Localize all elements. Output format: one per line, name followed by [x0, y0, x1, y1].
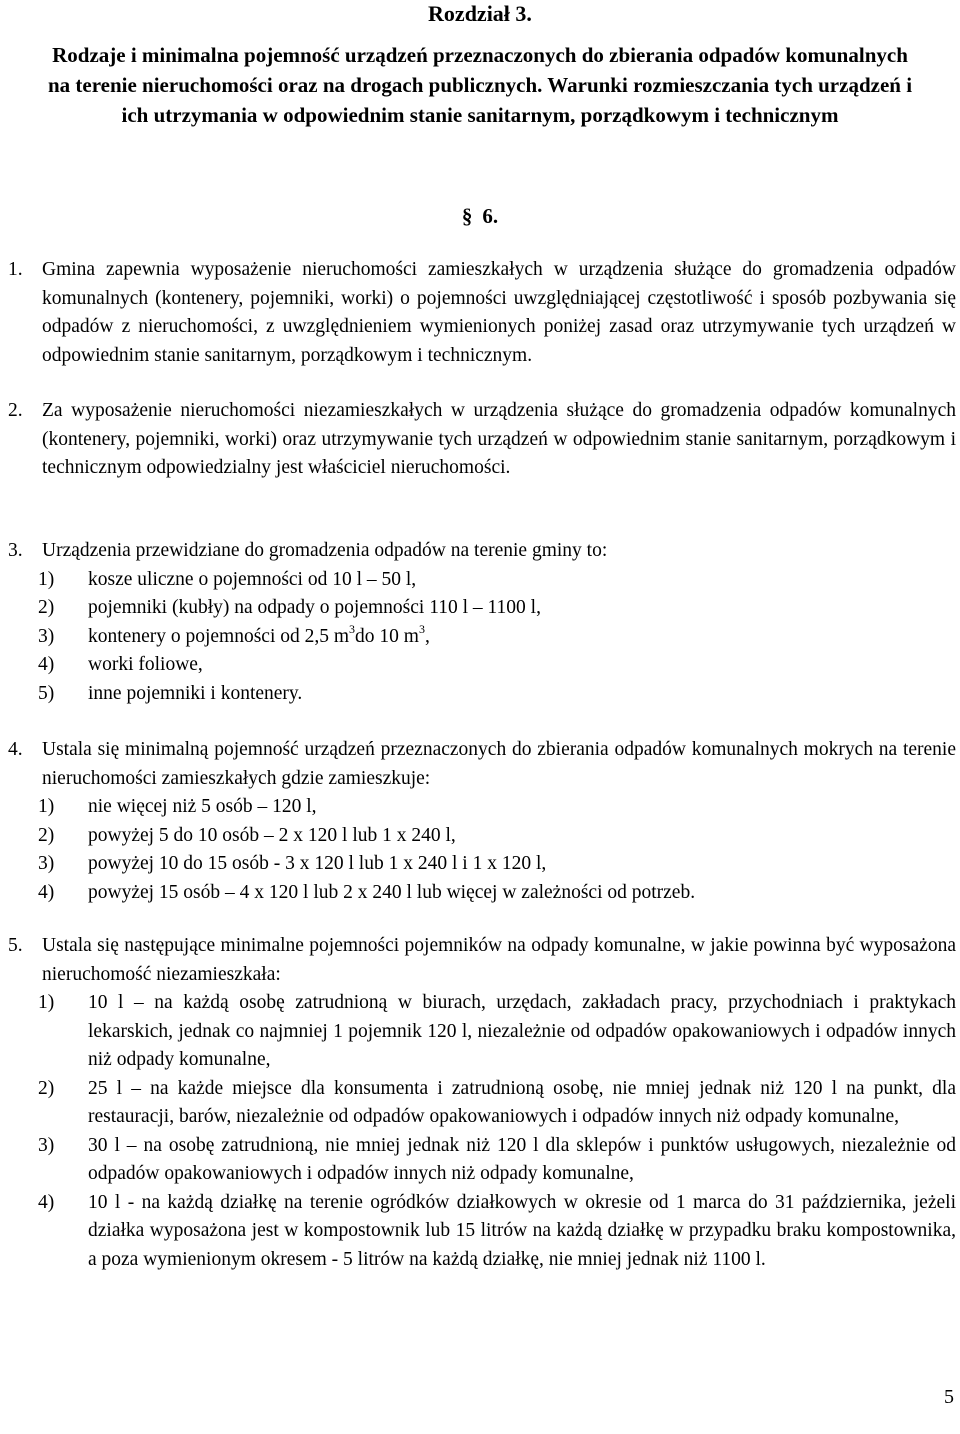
sub-item: [8, 850, 956, 879]
paragraph-marker: [0, 202, 960, 230]
item-text: Ustala się minimalną pojemność urządzeń przeznaczonych do zbierania odpadów komunalnych mokrych na terenie nieruchomości zamieszkałych gdzie zamieszkuje:: [42, 739, 956, 789]
page-number: 5: [944, 1386, 954, 1408]
sub-item: [8, 1189, 956, 1275]
sub-item: [8, 989, 956, 1075]
sub-item-number: 3): [38, 625, 55, 647]
sub-item-number: 1): [38, 796, 55, 817]
list-item-2: [8, 397, 956, 483]
sub-item: [8, 651, 956, 680]
sub-item-number: 4): [38, 881, 55, 903]
list-item-4: [8, 736, 956, 907]
item-number: 2.: [8, 400, 23, 421]
item-number: 3.: [8, 540, 23, 561]
sub-item-text: 10 l – na każdą osobę zatrudnioną w biurach, urzędach, zakładach pracy, przychodniach i praktykach lekarskich, jednak co najmniej 1 pojemnik 120 l, niezależnie od odpadów opakowaniowych i odpadów innych niż odpady komunalne,: [88, 992, 956, 1070]
item-text: Urządzenia przewidziane do gromadzenia odpadów na terenie gminy to:: [42, 540, 608, 561]
item-number: 5.: [8, 935, 23, 956]
sub-item: [8, 1075, 956, 1132]
sub-item-number: 3): [38, 853, 55, 874]
sub-item-text: kosze uliczne o pojemności od 10 l – 50 l,: [88, 568, 417, 590]
sub-item-text: powyżej 15 osób – 4 x 120 l lub 2 x 240 l lub więcej w zależności od potrzeb.: [88, 881, 696, 903]
item-number: 4.: [8, 739, 23, 760]
item-text: Za wyposażenie nieruchomości niezamieszkałych w urządzenia służące do gromadzenia odpadów komunalnych (kontenery, pojemniki, worki) oraz utrzymywanie tych urządzeń w odpowiednim stanie sanitarnym, porządkowym i technicznym odpowiedzialny jest właściciel nieruchomości.: [42, 400, 956, 478]
sub-item-text: 25 l – na każde miejsce dla konsumenta i zatrudnioną osobę, nie mniej jednak niż 120 l na punkt, dla restauracji, barów, niezależnie od odpadów opakowaniowych i odpadów innych niż odpady komunalne,: [88, 1077, 956, 1127]
sub-item-text: 30 l – na osobę zatrudnioną, nie mniej jednak niż 120 l dla sklepów i punktów usługowych, niezależnie od odpadów opakowaniowych i odpadów innych niż odpady komunalne,: [88, 1134, 956, 1184]
sub-item-number: 1): [38, 992, 55, 1013]
sub-item-text: do 10 m: [355, 625, 419, 647]
sub-item-number: 3): [38, 1134, 55, 1156]
chapter-title: Rozdział 3.: [428, 1, 532, 26]
sub-item: [8, 879, 956, 908]
item-text: Gmina zapewnia wyposażenie nieruchomości zamieszkałych w urządzenia służące do gromadzenia odpadów komunalnych (kontenery, pojemniki, worki) o pojemności uwzględniającej częstotliwość i sposób pozbywania się odpadów z nieruchomości, z uwzględnieniem wymienionych poniżej zasad oraz utrzymywanie tych urządzeń w odpowiednim stanie sanitarnym, porządkowym i technicznym.: [42, 259, 956, 366]
sub-item: [8, 1132, 956, 1189]
sub-item-number: 1): [38, 568, 55, 590]
item-text: Ustala się następujące minimalne pojemności pojemników na odpady komunalne, w jakie powinna być wyposażona nieruchomość niezamieszkała:: [42, 935, 956, 985]
list-item-1: [8, 256, 956, 370]
sub-item-text: powyżej 5 do 10 osób – 2 x 120 l lub 1 x 240 l,: [88, 824, 456, 846]
list-item-3: [8, 537, 956, 708]
sub-item-number: 4): [38, 1191, 55, 1213]
sub-item: [8, 594, 956, 623]
section-sign: §: [461, 204, 473, 228]
sub-item-number: 2): [38, 1077, 55, 1099]
sub-item-number: 2): [38, 824, 55, 846]
sub-item-text: kontenery o pojemności od 2,5 m: [88, 625, 350, 647]
item-number: 1.: [8, 259, 23, 280]
sub-item: [8, 793, 956, 822]
sub-item-text: 10 l - na każdą działkę na terenie ogródków działkowych w okresie od 1 marca do 31 października, jeżeli działka wyposażona jest w kompostownik lub 15 litrów na każdą działkę w przypadku braku kompostownika, a poza wymienionym okresem - 5 litrów na każdą działkę, nie mniej jednak niż 1100 l.: [88, 1191, 956, 1270]
sub-item-number: 5): [38, 682, 55, 704]
sub-item-text: worki foliowe,: [88, 654, 203, 675]
sub-item: [8, 680, 956, 709]
chapter-heading: Rodzaje i minimalna pojemność urządzeń przeznaczonych do zbierania odpadów komunalnych na terenie nieruchomości oraz na drogach publicznych. Warunki rozmieszczania tych urządzeń i ich utrzymania w odpowiednim stanie sanitarnym, porządkowym i technicznym: [47, 43, 913, 127]
sub-item: [8, 822, 956, 851]
sub-item-number: 4): [38, 654, 55, 675]
sub-item-number: 2): [38, 597, 55, 618]
sub-item-text: ,: [424, 625, 430, 647]
sub-item-text: inne pojemniki i kontenery.: [88, 682, 303, 704]
sub-item-text: nie więcej niż 5 osób – 120 l,: [88, 796, 317, 817]
superscript: 3: [349, 621, 356, 636]
sub-item: [8, 623, 956, 652]
list-item-5: [8, 932, 956, 1274]
superscript: 3: [418, 621, 425, 636]
sub-item-text: pojemniki (kubły) na odpady o pojemności 110 l – 1100 l,: [88, 597, 541, 618]
paragraph-number: 6.: [482, 204, 499, 228]
sub-item-text: powyżej 10 do 15 osób - 3 x 120 l lub 1 x 240 l i 1 x 120 l,: [88, 853, 547, 874]
sub-item: [8, 566, 956, 595]
